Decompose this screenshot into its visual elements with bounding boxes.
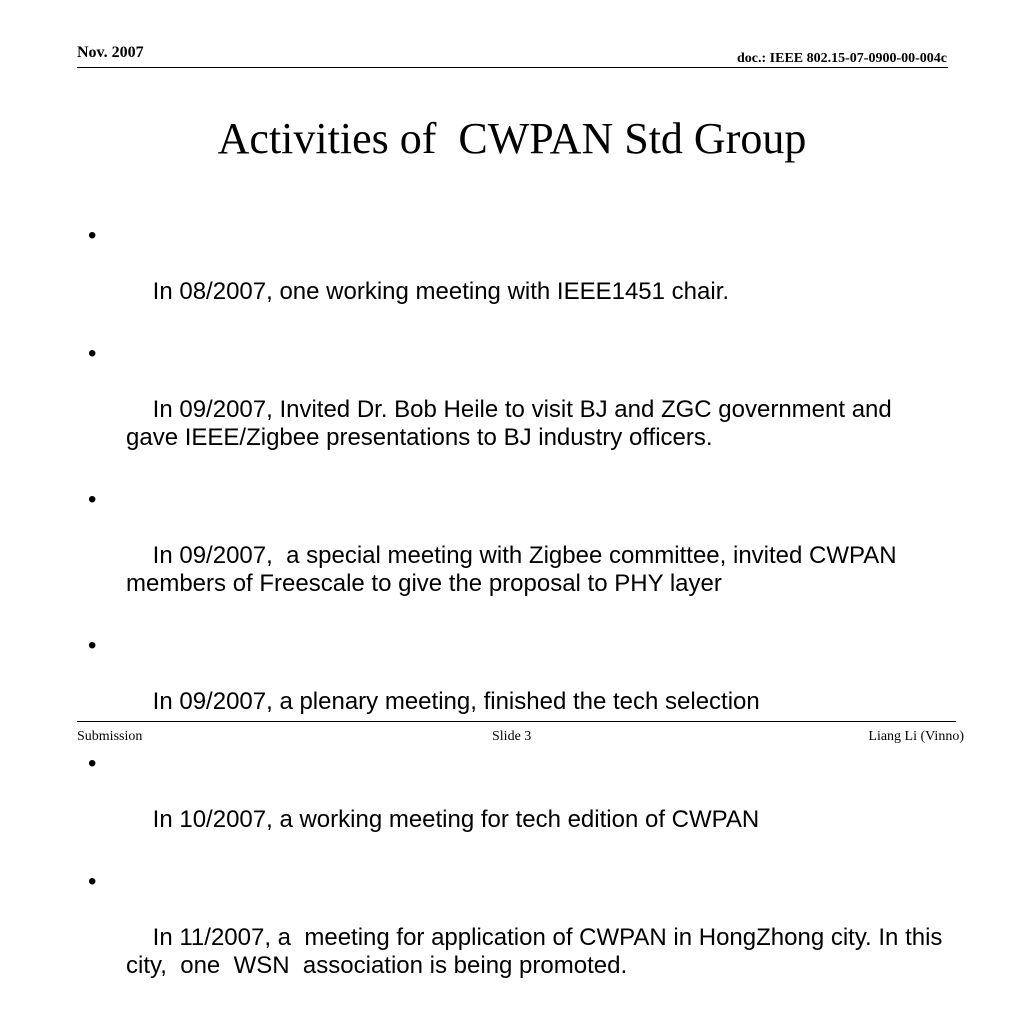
footer-slide-number: Slide 3 <box>492 729 532 744</box>
bullet-text: In 09/2007, a plenary meeting, finished the tech selection <box>152 688 760 715</box>
footer-submission-label: Submission <box>77 729 143 744</box>
bullet-item <box>83 632 943 744</box>
header-divider <box>77 67 948 68</box>
bullet-text: In 11/2007, a meeting for application of CWPAN in HongZhong city. In this city, one WSN association is being promoted. <box>126 924 950 979</box>
bullet-marker: • <box>88 222 97 249</box>
footer-divider <box>77 721 956 722</box>
bullet-item <box>83 340 943 480</box>
bullet-text: In 08/2007, one working meeting with IEEE1451 chair. <box>152 278 730 305</box>
bullet-marker: • <box>88 632 97 659</box>
bullet-text: In 09/2007, a special meeting with Zigbee committee, invited CWPAN members of Freescale to give the proposal to PHY layer <box>126 542 904 597</box>
bullet-list <box>83 222 950 1014</box>
bullet-marker: • <box>88 340 97 367</box>
footer-author: Liang Li (Vinno) <box>868 729 964 744</box>
header-date: Nov. 2007 <box>77 44 144 61</box>
bullet-text: In 10/2007, a working meeting for tech edition of CWPAN <box>152 806 760 833</box>
bullet-marker: • <box>88 750 97 777</box>
bullet-text: In 09/2007, Invited Dr. Bob Heile to visit BJ and ZGC government and gave IEEE/Zigbee presentations to BJ industry officers. <box>126 396 899 451</box>
bullet-marker: • <box>88 486 97 513</box>
bullet-item <box>83 222 943 334</box>
bullet-marker: • <box>88 868 97 895</box>
bullet-item <box>83 750 943 862</box>
slide-title: Activities of CWPAN Std Group <box>217 114 807 163</box>
bullet-item <box>83 486 943 626</box>
bullet-item <box>83 868 950 1008</box>
header-document-id: doc.: IEEE 802.15-07-0900-00-004c <box>737 51 947 66</box>
